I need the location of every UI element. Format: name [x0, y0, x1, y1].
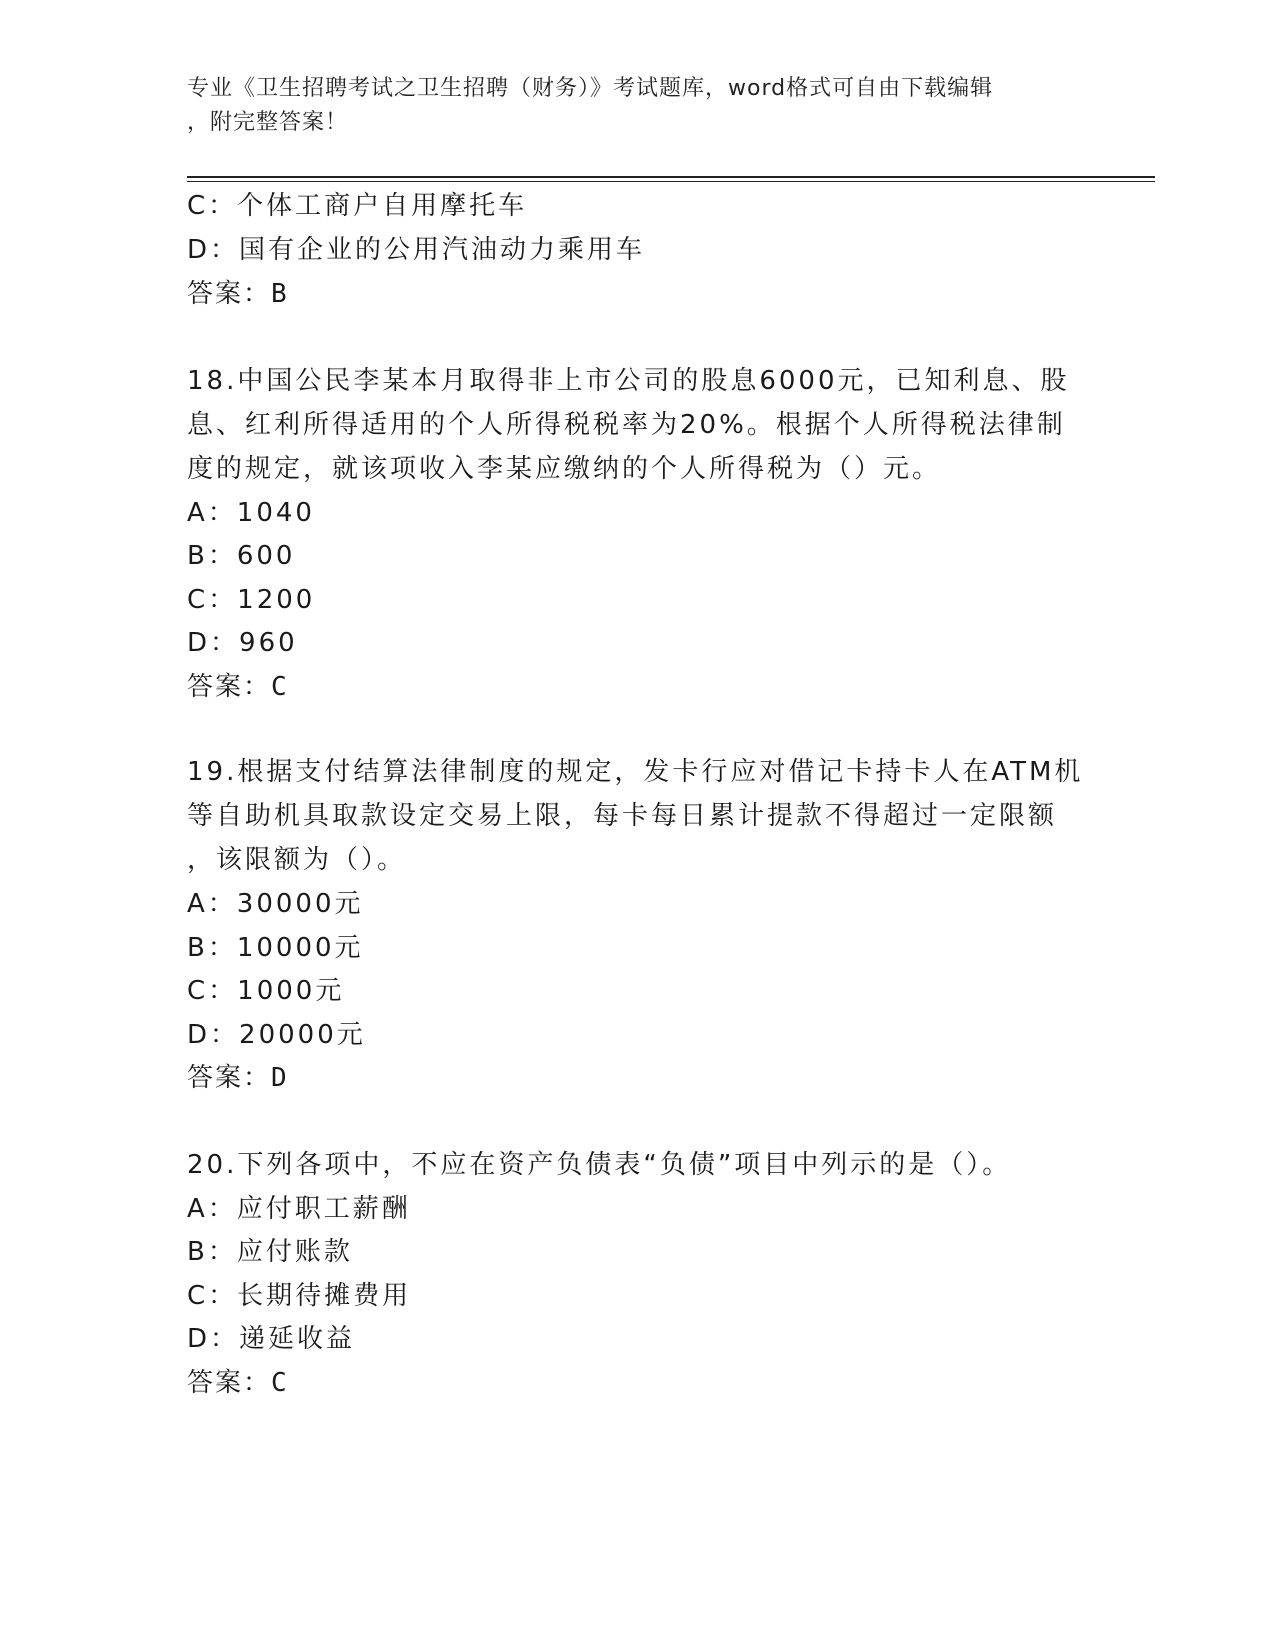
q18-answer [187, 671, 289, 703]
q17-answer [187, 278, 289, 310]
header-divider-thick [187, 176, 1155, 178]
q18-option-c: C：1200 [187, 585, 316, 615]
header-divider-thin [187, 181, 1155, 182]
q18-stem-line-3: 度的规定，就该项收入李某应缴纳的个人所得税为（）元。 [187, 454, 942, 484]
q19-stem-line-2: 等自助机具取款设定交易上限，每卡每日累计提款不得超过一定限额 [187, 801, 1058, 831]
q18-answer-label: 答案： [187, 672, 272, 702]
q19-answer-label: 答案： [187, 1063, 272, 1093]
q20-answer-value: C [271, 1368, 289, 1398]
q17-option-d: D：国有企业的公用汽油动力乘用车 [187, 235, 646, 265]
q20-option-b: B：应付账款 [187, 1237, 353, 1267]
q17-answer-value: B [271, 279, 289, 309]
q18-stem-line-2: 息、红利所得适用的个人所得税税率为20%。根据个人所得税法律制 [187, 410, 1066, 440]
q19-option-b: B：10000元 [187, 933, 364, 963]
q17-answer-label: 答案： [187, 279, 272, 309]
q19-option-d: D：20000元 [187, 1020, 366, 1050]
header-line-2: ，附完整答案！ [187, 110, 349, 135]
header-line-1: 专业《卫生招聘考试之卫生招聘（财务）》考试题库，word格式可自由下载编辑 [187, 76, 994, 101]
q20-answer-label: 答案： [187, 1368, 272, 1398]
q19-answer [187, 1062, 289, 1094]
q19-option-a: A：30000元 [187, 889, 364, 919]
q20-option-a: A：应付职工薪酬 [187, 1194, 411, 1224]
q18-option-d: D：960 [187, 628, 298, 658]
q20-answer [187, 1367, 289, 1399]
q20-stem-line-1: 20.下列各项中，不应在资产负债表“负债”项目中列示的是（）。 [187, 1150, 1012, 1180]
q19-option-c: C：1000元 [187, 976, 345, 1006]
q18-option-b: B：600 [187, 541, 296, 571]
page-header [187, 72, 1087, 140]
q17-option-c: C：个体工商户自用摩托车 [187, 191, 528, 221]
q18-option-a: A：1040 [187, 498, 315, 528]
q19-stem-line-3: ，该限额为（）。 [187, 845, 407, 875]
q20-option-c: C：长期待摊费用 [187, 1281, 412, 1311]
q18-stem-line-1: 18.中国公民李某本月取得非上市公司的股息6000元，已知利息、股 [187, 366, 1070, 396]
q19-stem-line-1: 19.根据支付结算法律制度的规定，发卡行应对借记卡持卡人在ATM机 [187, 757, 1084, 787]
q20-option-d: D：递延收益 [187, 1324, 356, 1354]
q19-answer-value: D [271, 1063, 289, 1093]
q18-answer-value: C [271, 672, 289, 702]
